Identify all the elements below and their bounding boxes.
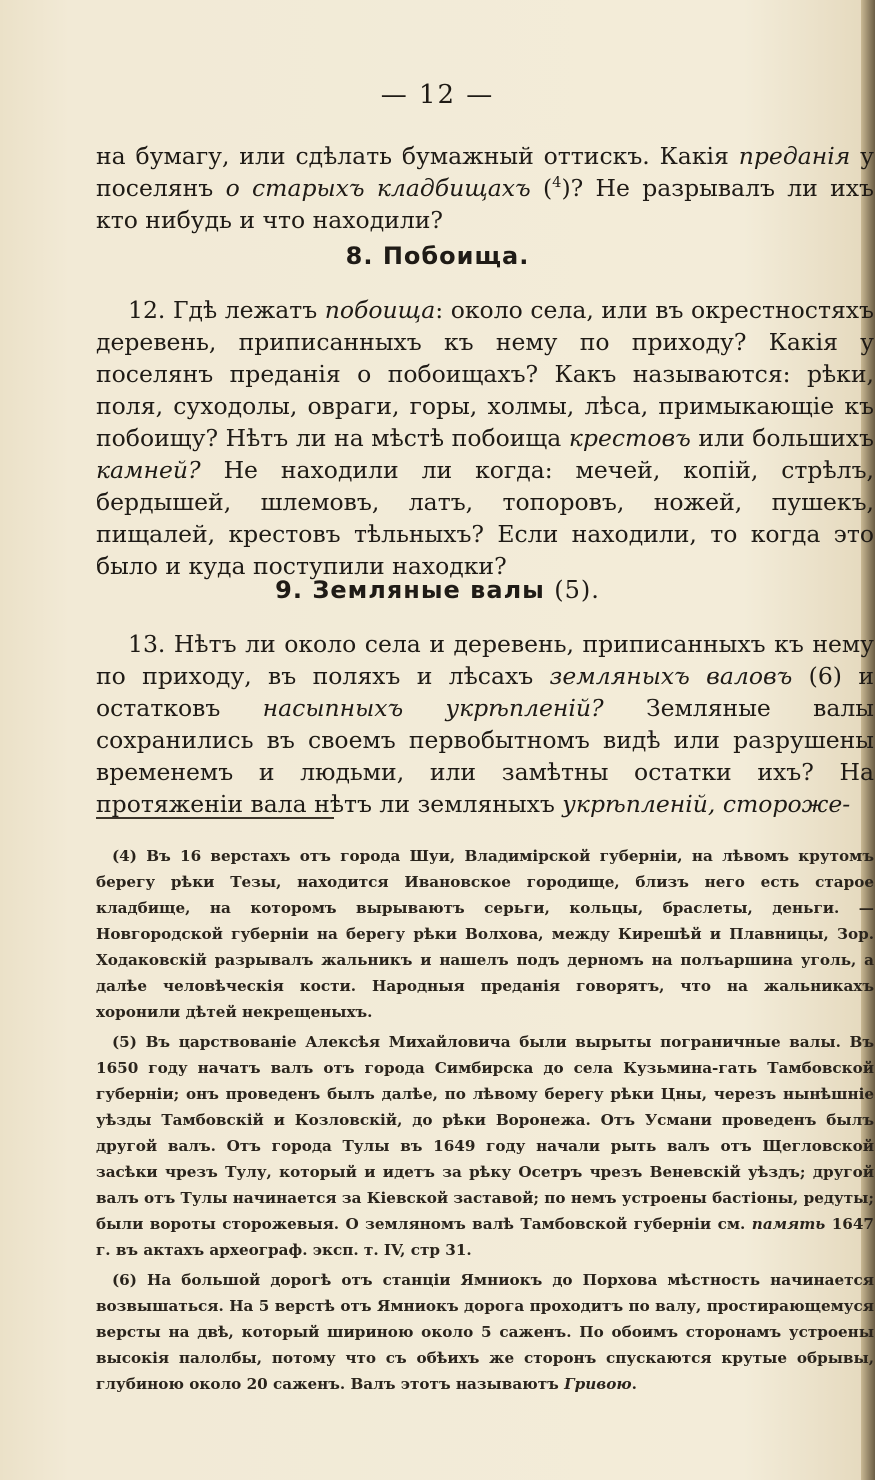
question-13-paragraph: 13. Нѣтъ ли около села и деревень, приписанныхъ къ нему по приходу, въ поляхъ и лѣсахъ земляныхъ валовъ (6) и остатковъ насыпныхъ укрѣпленій? Земляные валы сохранились въ своемъ первобытномъ видѣ или разрушены временемъ и людьми, или замѣтны остатки ихъ? На протяженіи вала нѣтъ ли земляныхъ укрѣпленій, стороже- [96, 630, 875, 818]
page-number: — 12 — [380, 80, 495, 110]
footnote-5: (5) Въ царствованіе Алексѣя Михайловича были вырыты пограничные валы. Въ 1650 году начатъ валъ отъ города Симбирска до села Кузьмина-гать Тамбовской губерніи; онъ проведенъ былъ далѣе, по лѣвому берегу рѣки Цны, черезъ нынѣшніе уѣзды Тамбовскій и Козловскій, до рѣки Воронежа. Отъ Усмани проведенъ былъ другой валъ. Отъ города Тулы въ 1649 году начали рыть валъ отъ Щегловской засѣки чрезъ Тулу, который и идетъ за рѣку Осетръ чрезъ Веневскій уѣздъ; другой валъ отъ Тулы начинается за Кіевской заставой; по немъ устроены бастіоны, редуты; были вороты сторожевыя. О земляномъ валѣ Тамбовской губерніи см. память 1647 г. въ актахъ археограф. эксп. т. IV, стр 31. [96, 1033, 874, 1259]
section-heading-8: 8. Побоища. [345, 242, 530, 270]
footnotes [96, 843, 874, 1401]
question-number: 12. [128, 296, 166, 324]
footnote-divider [96, 817, 334, 819]
footnote-ref-6: (6) [808, 662, 842, 690]
intro-paragraph: на бумагу, или сдѣлать бумажный оттискъ. Какія преданія у поселянъ о старыхъ кладбищахъ ($^4$)? Не разрывалъ ли ихъ кто нибудь и что находили? [96, 142, 875, 234]
question-number: 13. [128, 630, 166, 658]
section-heading-9: 9. Земляные валы (5). [275, 576, 600, 604]
footnote-4: (4) Въ 16 верстахъ отъ города Шуи, Владимірской губерніи, на лѣвомъ крутомъ берегу рѣки Тезы, находится Ивановское городище, близъ него есть старое кладбище, на которомъ вырываютъ серьги, кольцы, браслеты, деньги. — Новгородской губерніи на берегу рѣки Волхова, между Кирешѣй и Плавницы, Зор. Ходаковскій разрывалъ жальникъ и нашелъ подъ дерномъ на полъаршина уголь, а далѣе человѣческія кости. Народныя преданія говорятъ, что на жальникахъ хоронили дѣтей некрещеныхъ. [96, 847, 874, 1021]
footnote-ref-4: 4 [552, 174, 562, 192]
footnote-6: (6) На большой дорогѣ отъ станціи Ямниокъ до Порхова мѣстность начинается возвышаться. На 5 верстѣ отъ Ямниокъ дорога проходитъ по валу, простирающемуся версты на двѣ, который шириною около 5 саженъ. По обоимъ сторонамъ устроены высокія палолбы, потому что съ обѣихъ же сторонъ спускаются крутые обрывы, глубиною около 20 саженъ. Валъ этотъ называютъ Гривою. [96, 1271, 874, 1393]
question-12-paragraph: 12. Гдѣ лежатъ побоища: около села, или въ окрестностяхъ деревень, приписанныхъ къ нему по приходу? Какія у поселянъ преданія о побоищахъ? Какъ называются: рѣки, поля, суходолы, овраги, горы, холмы, лѣса, примыкающіе къ побоищу? Нѣтъ ли на мѣстѣ побоища крестовъ или большихъ камней? Не находили ли когда: мечей, копій, стрѣлъ, бердышей, шлемовъ, латъ, топоровъ, ножей, пушекъ, пищалей, крестовъ тѣльныхъ? Если находили, то когда это было и куда поступили находки? [96, 296, 874, 580]
